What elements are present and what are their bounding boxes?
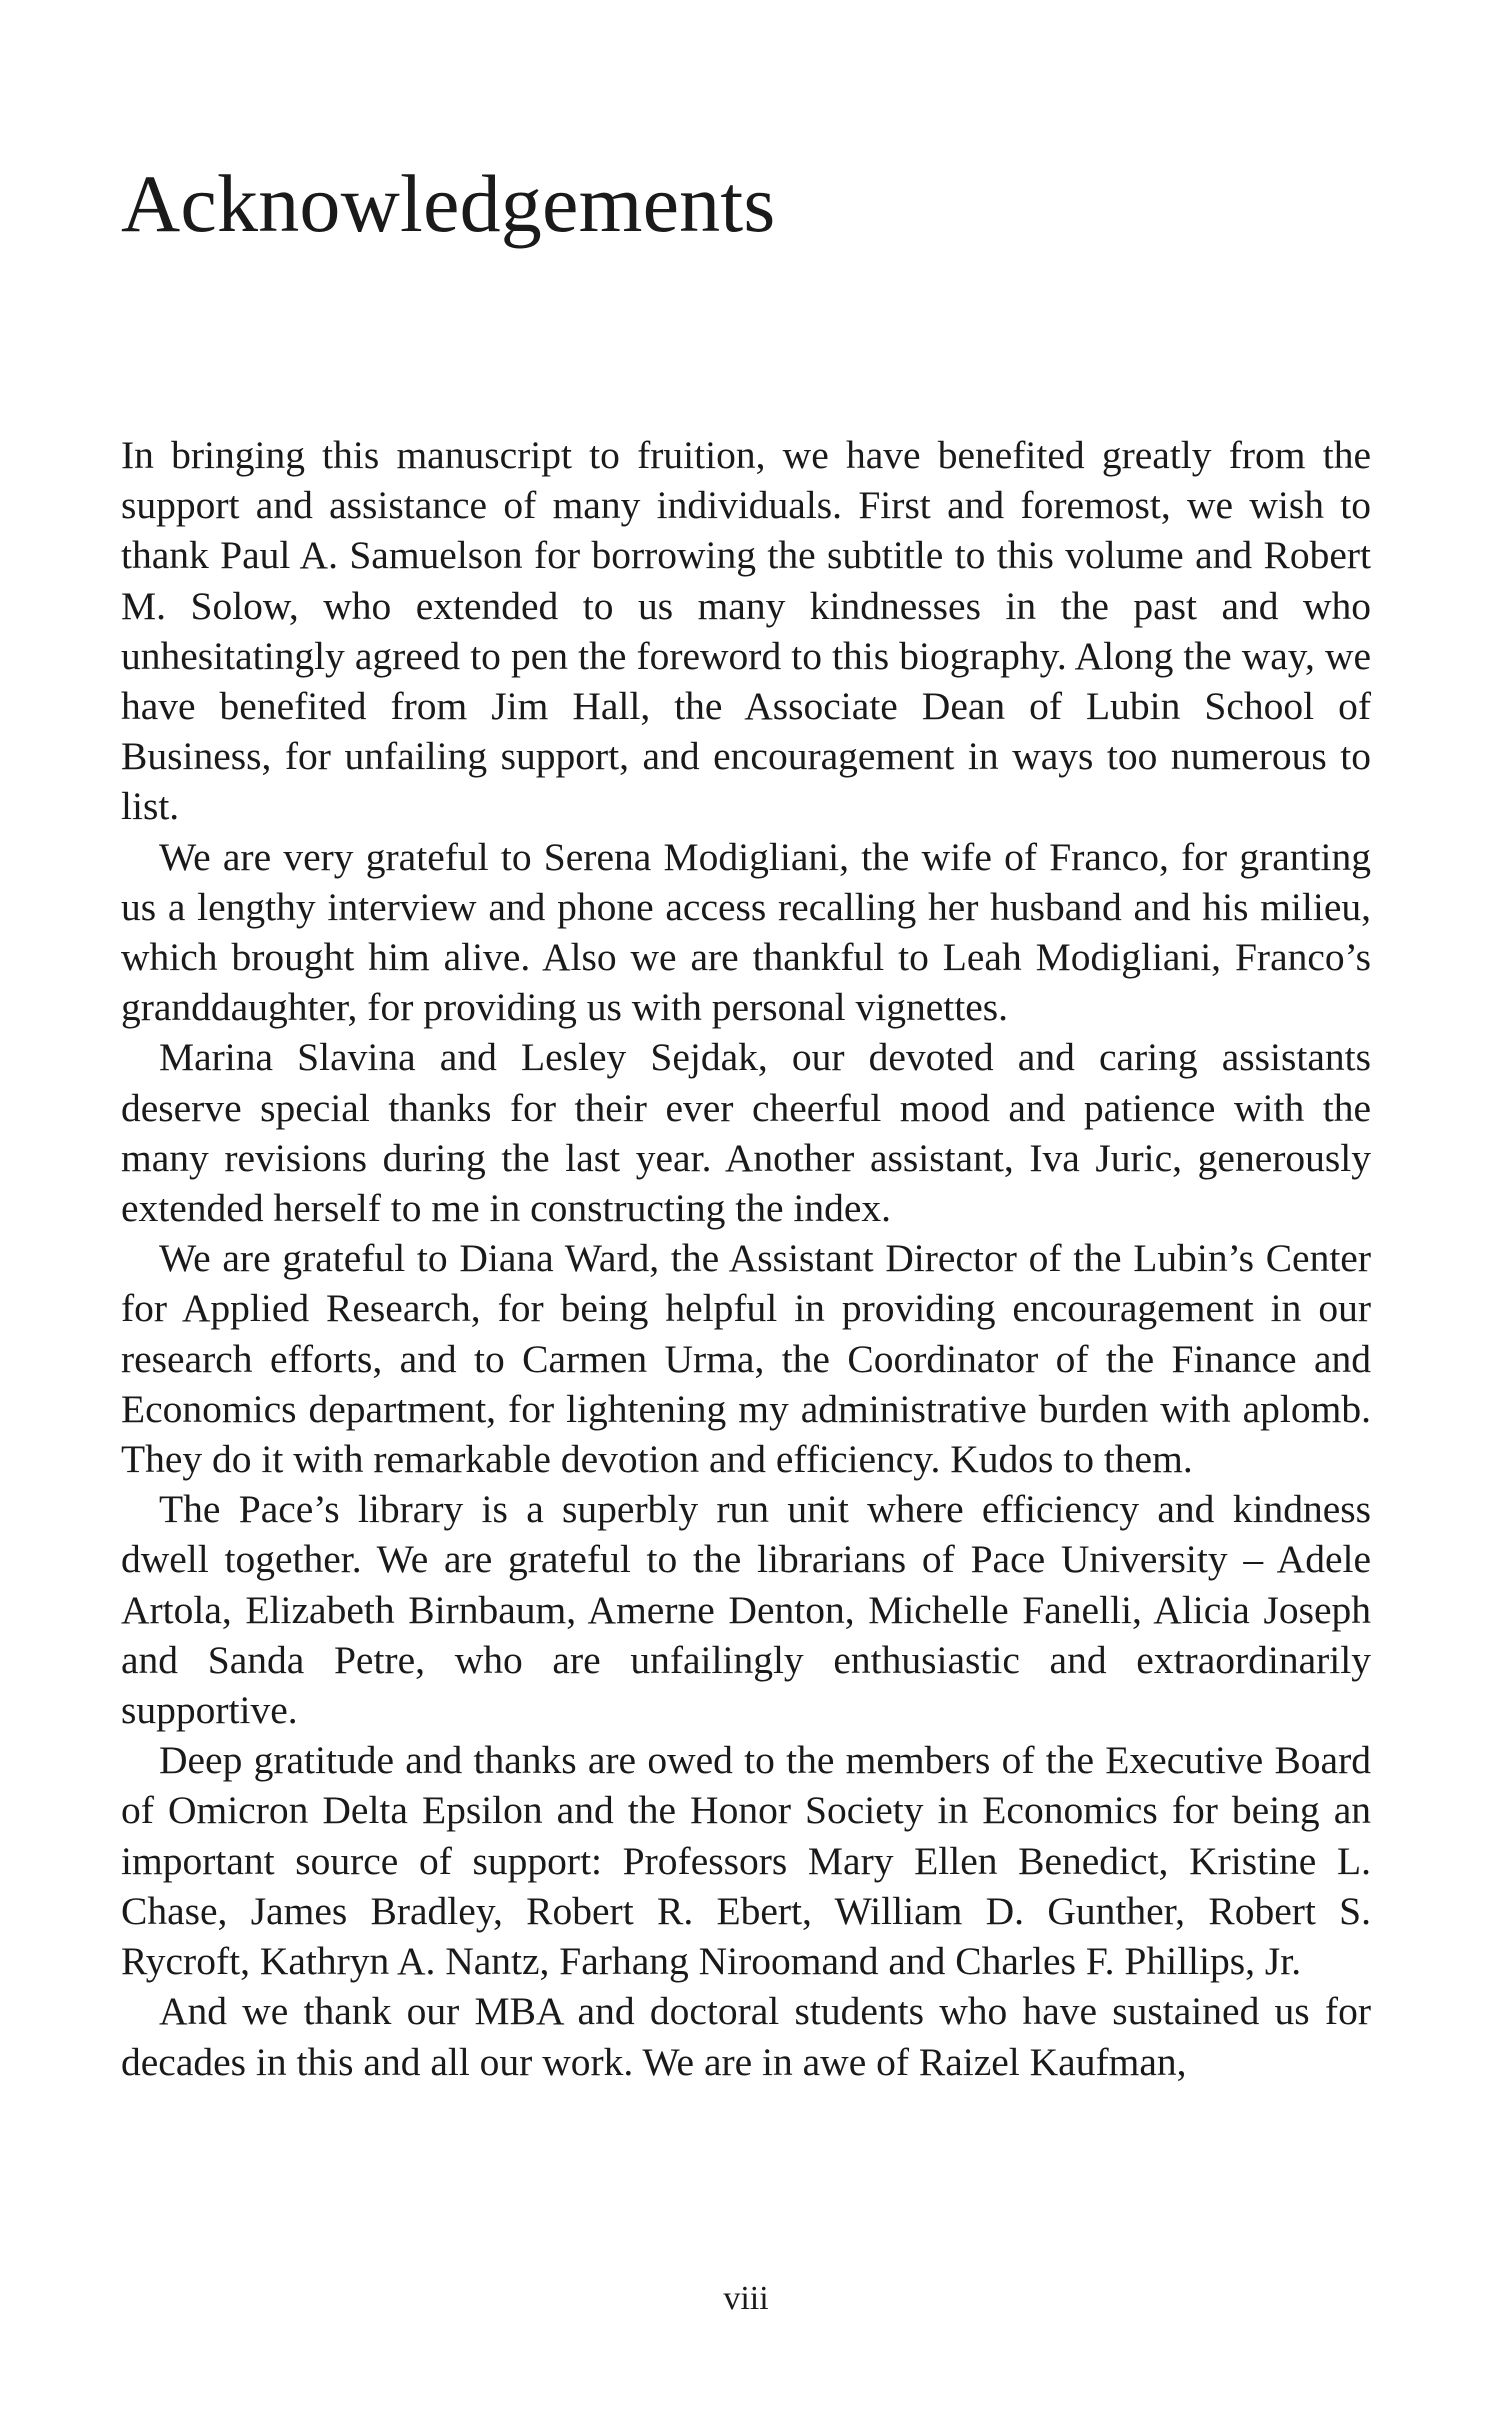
page-title: Acknowledgements <box>121 158 776 249</box>
paragraph: We are grateful to Diana Ward, the Assistant Director of the Lubin’s Center for Applied Research, for being helpful in providing encouragement in our research efforts, and to Carmen Urma, the Coordinator of the Finance and Economics department, for lightening my administrative burden with aplomb. They do it with remarkable devotion and efficiency. Kudos to them. <box>121 1236 1371 1482</box>
paragraph: We are very grateful to Serena Modigliani, the wife of Franco, for granting us a lengthy interview and phone access recalling her husband and his milieu, which brought him alive. Also we are thankful to Leah Modigliani, Franco’s granddaughter, for providing us with personal vignettes. <box>121 834 1371 1030</box>
page-number: viii <box>723 2280 769 2317</box>
paragraph: In bringing this manuscript to fruition, we have benefited greatly from the support and assistance of many individuals. First and foremost, we wish to thank Paul A. Samuelson for borrowing the subtitle to this volume and Robert M. Solow, who extended to us many kindnesses in the past and who unhesitatingly agreed to pen the foreword to this biography. Along the way, we have benefited from Jim Hall, the Associate Dean of Lubin School of Business, for unfailing support, and encouragement in ways too numerous to list. <box>121 433 1371 829</box>
paragraph: And we thank our MBA and doctoral students who have sustained us for decades in this and all our work. We are in awe of Raizel Kaufman, <box>121 1989 1371 2084</box>
paragraph: Marina Slavina and Lesley Sejdak, our devoted and caring assistants deserve special thanks for their ever cheerful mood and patience with the many revisions during the last year. Another assistant, Iva Juric, generously extended herself to me in constructing the index. <box>121 1035 1371 1231</box>
paragraph: The Pace’s library is a superbly run unit where efficiency and kindness dwell together. We are grateful to the librarians of Pace University – Adele Artola, Elizabeth Birnbaum, Amerne Denton, Michelle Fanelli, Alicia Joseph and Sanda Petre, who are unfailingly enthusiastic and extraordinarily supportive. <box>121 1487 1371 1733</box>
paragraph: Deep gratitude and thanks are owed to the members of the Executive Board of Omicron Delta Epsilon and the Honor Society in Economics for being an important source of support: Professors Mary Ellen Benedict, Kristine L. Chase, James Bradley, Robert R. Ebert, William D. Gunther, Robert S. Rycroft, Kathryn A. Nantz, Farhang Niroomand and Charles F. Phillips, Jr. <box>121 1738 1371 1984</box>
book-page <box>121 0 1371 2433</box>
acknowledgements-body <box>121 430 1371 2087</box>
